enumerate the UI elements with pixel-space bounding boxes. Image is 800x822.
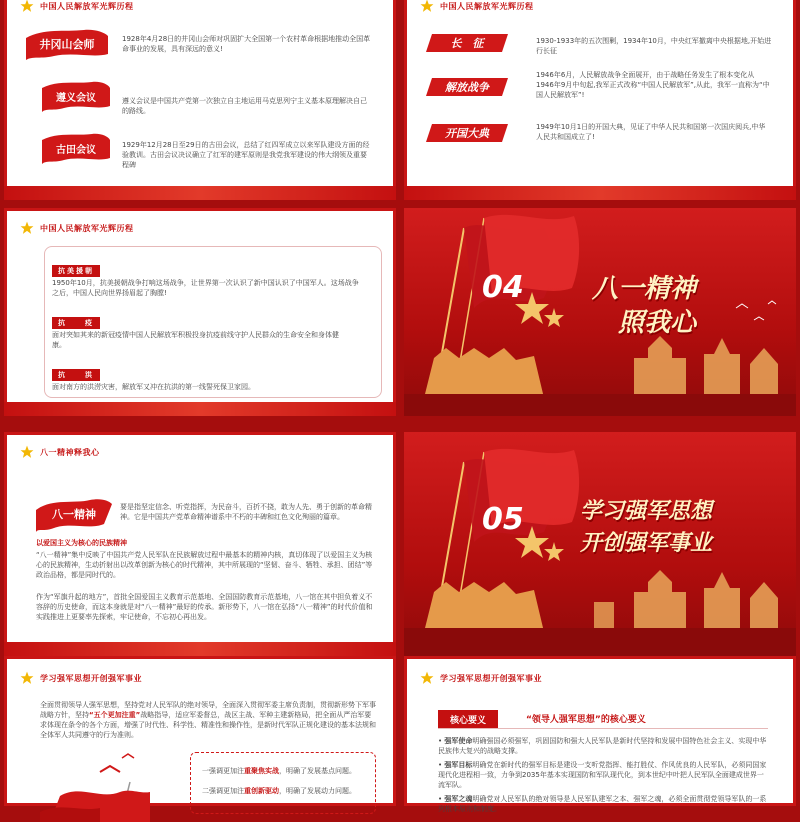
core-tag: 核心要义: [438, 710, 498, 729]
flag-label: 解放战争: [426, 78, 508, 96]
header-title: 八一精神释我心: [40, 447, 100, 457]
tag-wrapper: [52, 312, 100, 330]
flag-label: 古田会议: [40, 132, 112, 164]
slide-header: [20, 670, 142, 686]
flag-label: 长 征: [426, 34, 508, 52]
slide-2[interactable]: [404, 0, 796, 200]
slide-header: [420, 0, 534, 14]
slide-frame: [404, 0, 796, 200]
list-item: 一强调更加注重聚焦实战，明确了发展基点问题。: [202, 767, 356, 775]
intro-text: 要是指坚定信念、听党指挥，为民奋斗，百折不挠，敢为人先、勇于创新的革命精神。它是中国共产党革命精神谱系中不朽的丰碑和红色文化殉丽的篇章。: [120, 503, 372, 521]
title-underline: [438, 728, 768, 729]
section-number: 04: [482, 270, 524, 305]
flag-sculpture: [404, 208, 796, 416]
slide-header: [420, 670, 542, 686]
bullet-item: • 强军之魂明确党对人民军队的绝对领导是人民军队建军之本、强军之魂，必须全面贯彻党领导军队的一系列根本原则和制度。: [438, 795, 767, 813]
body-paragraph: 全面贯彻领导人强军思想，坚持党对人民军队的绝对领导，全面深入贯彻军委主席负责制，贯彻新形势下军事战略方针，坚持“五个更加注重”战略指导，适应军委督总，战区主战、军种主建新格局，把全面从严治军要求体现在条令的各个方面，增强了时代性、科学性、精准性和操作性，是新时代军队正规化建设的基本法规和全体军人共同遵守的行为准则。: [40, 701, 376, 739]
flag-label: 井冈山会师: [24, 28, 110, 60]
slide-5[interactable]: [4, 432, 396, 656]
star-icon: [20, 671, 34, 685]
flag-label: 开国大典: [426, 124, 508, 142]
slide-4[interactable]: [404, 208, 796, 416]
slide-1[interactable]: [4, 0, 396, 200]
item-text: 面对南方的洪涝灾害，解放军又冲在抗洪的第一线誓死保卫家园。: [52, 383, 255, 391]
body-text: “八一精神”集中反映了中国共产党人民军队在民族解放过程中最基本的精神内核，真切体现了以爱国主义为核心的民族精神，生动折射出以改革创新为核心的时代精神，其中所展现的“坚韧、奋斗、牺牲、承担、团结”等政治品格，都是同时代的。: [36, 551, 373, 579]
item-text: 1929年12月28日至29日的古田会议，总结了红四军成立以来军队建设方面的经验教训。古田会议决议确立了红军的建军原则是我党我军建设的伟大纲领及重要程碑: [122, 141, 370, 169]
section-title-line2: 照我心: [618, 308, 697, 338]
bottom-bar: [4, 402, 396, 416]
core-title: “领导人强军思想”的核心要义: [526, 715, 646, 725]
slide-header: [20, 220, 134, 236]
item-text: 1949年10月1日的开国大典，见证了中华人民共和国第一次国庆阅兵,中华人民共和国成立了!: [536, 123, 766, 141]
section-tag: 抗 疫: [52, 317, 100, 329]
slide-6[interactable]: [404, 432, 796, 656]
item-text: 1946年6月，人民解放战争全面展开，由于战略任务发生了根本变化从1946年9月中旬起,我军正式改称“中国人民解放军”,从此，我军一直称为“中国人民解放军”!: [536, 71, 770, 99]
bottom-bar: [4, 186, 396, 200]
list-item: 二强调更加注重创新驱动，明确了发展动力问题。: [202, 787, 356, 795]
section-title-line2: 开创强军事业: [580, 531, 713, 556]
star-icon: [20, 0, 34, 13]
body-text-2: 作为“军旗升起的地方”，首批全国爱国主义教育示范基地、全国国防教育示范基地，八一馆在其中担负着义不容辞的历史使命，而这本身就是对“八一精神”最好的传承。新形势下，八一馆在弘扬“八一精神”的时代价值和实践推进上更要率先探索，牢记使命，不忘初心再出发。: [36, 593, 373, 621]
slide-7[interactable]: [4, 656, 396, 806]
star-icon: [420, 671, 434, 685]
flag-label: 八一精神: [34, 496, 114, 532]
item-text: 1930-1933年的五次围剿，1934年10月，中央红军撤离中央根据地,开始进行长征: [536, 37, 772, 55]
bullet-item: • 强军使命明确强国必须强军，巩固国防和强大人民军队是新时代坚持和发展中国特色社会主义、实现中华民族伟大复兴的战略支撑。: [438, 737, 767, 755]
header-title: 中国人民解放军光辉历程: [40, 1, 134, 11]
item-text: 1950年10月，抗美援朝战争打响这场战争，让世界第一次认识了新中国认识了中国军人。这场战争之后，中国人民向世界扬眉起了胸膛!: [52, 279, 359, 297]
item-text: 面对突如其来的新冠疫情中国人民解放军积极投身抗疫前线守护人民群众的生命安全和身体健康。: [52, 331, 339, 349]
list-card: [190, 752, 376, 814]
tag-wrapper: [52, 260, 100, 278]
tag-wrapper: [52, 364, 100, 382]
slide-3[interactable]: [4, 208, 396, 416]
slide-header: [20, 444, 100, 460]
section-subtitle: 以爱国主义为核心的民族精神: [36, 539, 127, 547]
slide-8[interactable]: [404, 656, 796, 813]
header-title: 学习强军思想开创强军事业: [40, 673, 142, 683]
flag-label: 遵义会议: [40, 80, 112, 112]
item-text: 遵义会议是中国共产党第一次独立自主地运用马克思列宁主义基本原理解决自己的路线。: [122, 97, 367, 115]
section-tag: 抗 洪: [52, 369, 100, 381]
section-tag: 抗美援朝: [52, 265, 100, 277]
star-icon: [420, 0, 434, 13]
section-title-line1: 学习强军思想: [580, 499, 713, 524]
star-icon: [20, 221, 34, 235]
bottom-bar: [404, 186, 796, 200]
bottom-bar: [4, 642, 396, 656]
header-title: 中国人民解放军光辉历程: [440, 1, 534, 11]
header-title: 中国人民解放军光辉历程: [40, 223, 134, 233]
item-text: 1928年4月28日的井冈山会师对巩固扩大全国第一个农村革命根据地推动全国革命事业的发展，具有深远的意义!: [122, 35, 371, 53]
flag-decoration: [40, 752, 160, 822]
section-title-line1: 八一精神: [592, 274, 697, 304]
section-number: 05: [482, 502, 524, 537]
bullet-item: • 强军目标明确党在新时代的强军目标是建设一支听党指挥、能打胜仗、作风优良的人民军队，必须同国家现代化进程相一致，力争到2035年基本实现国防和军队现代化，到本世纪中叶把人民军队全面建成世界一流军队。: [438, 761, 767, 789]
slide-header: [20, 0, 134, 14]
emphasis-text: “五个更加注重”: [89, 711, 141, 719]
star-icon: [20, 445, 34, 459]
header-title: 学习强军思想开创强军事业: [440, 673, 542, 683]
